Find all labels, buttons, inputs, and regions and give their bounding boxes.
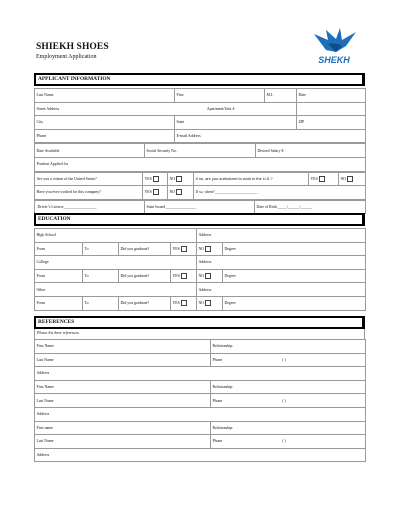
- college-address-field[interactable]: Address: [197, 256, 366, 270]
- hs-yes-checkbox[interactable]: YES: [171, 242, 197, 256]
- college-to-field[interactable]: To: [83, 269, 119, 283]
- ref3-last-name-field[interactable]: Last Name: [35, 435, 211, 449]
- other-to-field[interactable]: To: [83, 296, 119, 310]
- ref3-phone-field[interactable]: Phone ( ): [211, 435, 366, 449]
- other-graduate-label: Did you graduate?: [119, 296, 171, 310]
- date-field[interactable]: Date: [297, 89, 366, 103]
- worked-when-field[interactable]: If so, when?______________________: [194, 186, 366, 200]
- date-of-birth-field[interactable]: Date of Birth_____/______/______: [255, 200, 366, 214]
- ref1-last-name-field[interactable]: Last Name: [35, 353, 211, 367]
- high-school-address-field[interactable]: Address: [197, 229, 366, 243]
- eagle-logo-icon: [306, 24, 362, 70]
- hs-to-field[interactable]: To: [83, 242, 119, 256]
- company-logo: [306, 24, 362, 70]
- education-heading: [34, 213, 365, 226]
- form-title: Employment Application: [36, 54, 97, 60]
- hs-from-field[interactable]: From: [35, 242, 83, 256]
- college-graduate-label: Did you graduate?: [119, 269, 171, 283]
- references-heading: [34, 316, 365, 329]
- hs-no-checkbox[interactable]: NO: [197, 242, 223, 256]
- applicant-heading: [34, 73, 365, 86]
- authorized-question: If no, are you authorized to work in the U.S.?: [194, 172, 309, 186]
- ref2-address-field[interactable]: Address: [35, 407, 366, 421]
- college-no-checkbox[interactable]: NO: [197, 269, 223, 283]
- citizen-yes-checkbox[interactable]: YES: [143, 172, 168, 186]
- zip-field[interactable]: ZIP: [297, 116, 366, 130]
- education-heading-text: EDUCATION: [38, 216, 71, 222]
- city-field[interactable]: City: [35, 116, 175, 130]
- other-from-field[interactable]: From: [35, 296, 83, 310]
- ref1-address-field[interactable]: Address: [35, 367, 366, 381]
- worked-question: Have you ever worked for this company?: [35, 186, 143, 200]
- college-from-field[interactable]: From: [35, 269, 83, 283]
- state-field[interactable]: State: [175, 116, 297, 130]
- references-section: [34, 316, 365, 462]
- date-available-field[interactable]: Date Available: [35, 144, 145, 158]
- worked-yes-checkbox[interactable]: YES: [143, 186, 168, 200]
- last-name-field[interactable]: Last Name: [35, 89, 175, 103]
- college-yes-checkbox[interactable]: YES: [171, 269, 197, 283]
- first-name-field[interactable]: First: [175, 89, 265, 103]
- hs-graduate-label: Did you graduate?: [119, 242, 171, 256]
- ref1-relationship-field[interactable]: Relationship:: [211, 340, 366, 354]
- ssn-field[interactable]: Social Security No.: [145, 144, 256, 158]
- other-address-field[interactable]: Address: [197, 283, 366, 297]
- middle-initial-field[interactable]: M.I.: [265, 89, 297, 103]
- other-yes-checkbox[interactable]: YES: [171, 296, 197, 310]
- apartment-field[interactable]: [297, 102, 366, 116]
- ref1-first-name-field[interactable]: First Name: [35, 340, 211, 354]
- other-school-field[interactable]: Other: [35, 283, 197, 297]
- position-field[interactable]: Position Applied for: [35, 157, 366, 171]
- phone-field[interactable]: Phone: [35, 129, 175, 143]
- other-no-checkbox[interactable]: NO: [197, 296, 223, 310]
- ref2-last-name-field[interactable]: Last Name: [35, 394, 211, 408]
- hs-degree-field[interactable]: Degree: [223, 242, 366, 256]
- company-name: SHIEKH SHOES: [36, 42, 109, 52]
- college-field[interactable]: College: [35, 256, 197, 270]
- ref2-phone-field[interactable]: Phone ( ): [211, 394, 366, 408]
- high-school-field[interactable]: High School: [35, 229, 197, 243]
- college-degree-field[interactable]: Degree: [223, 269, 366, 283]
- ref3-first-name-field[interactable]: First name: [35, 421, 211, 435]
- applicant-heading-text: APPLICANT INFORMATION: [38, 76, 111, 82]
- citizen-no-checkbox[interactable]: NO: [168, 172, 194, 186]
- ref2-first-name-field[interactable]: First Name: [35, 380, 211, 394]
- drivers-license-field[interactable]: Driver’s License_________________: [35, 200, 145, 214]
- state-issued-field[interactable]: State Issued________________: [145, 200, 255, 214]
- authorized-no-checkbox[interactable]: NO: [339, 172, 366, 186]
- references-heading-text: REFERENCES: [38, 319, 75, 325]
- worked-no-checkbox[interactable]: NO: [168, 186, 194, 200]
- ref2-relationship-field[interactable]: Relationship:: [211, 380, 366, 394]
- applicant-section: [34, 73, 365, 214]
- logo-text: SHEKH: [318, 55, 350, 65]
- authorized-yes-checkbox[interactable]: YES: [309, 172, 339, 186]
- desired-salary-field[interactable]: Desired Salary $: [256, 144, 366, 158]
- street-address-field[interactable]: Street Address Apartment/Unit #: [35, 102, 297, 116]
- citizen-question: Are you a citizen of the United States?: [35, 172, 143, 186]
- ref3-relationship-field[interactable]: Relationship:: [211, 421, 366, 435]
- ref3-address-field[interactable]: Address: [35, 448, 366, 462]
- email-field[interactable]: E-mail Address: [175, 129, 366, 143]
- other-degree-field[interactable]: Degree: [223, 296, 366, 310]
- education-section: [34, 213, 365, 311]
- ref1-phone-field[interactable]: Phone ( ): [211, 353, 366, 367]
- references-note: Please list three references.: [34, 329, 365, 339]
